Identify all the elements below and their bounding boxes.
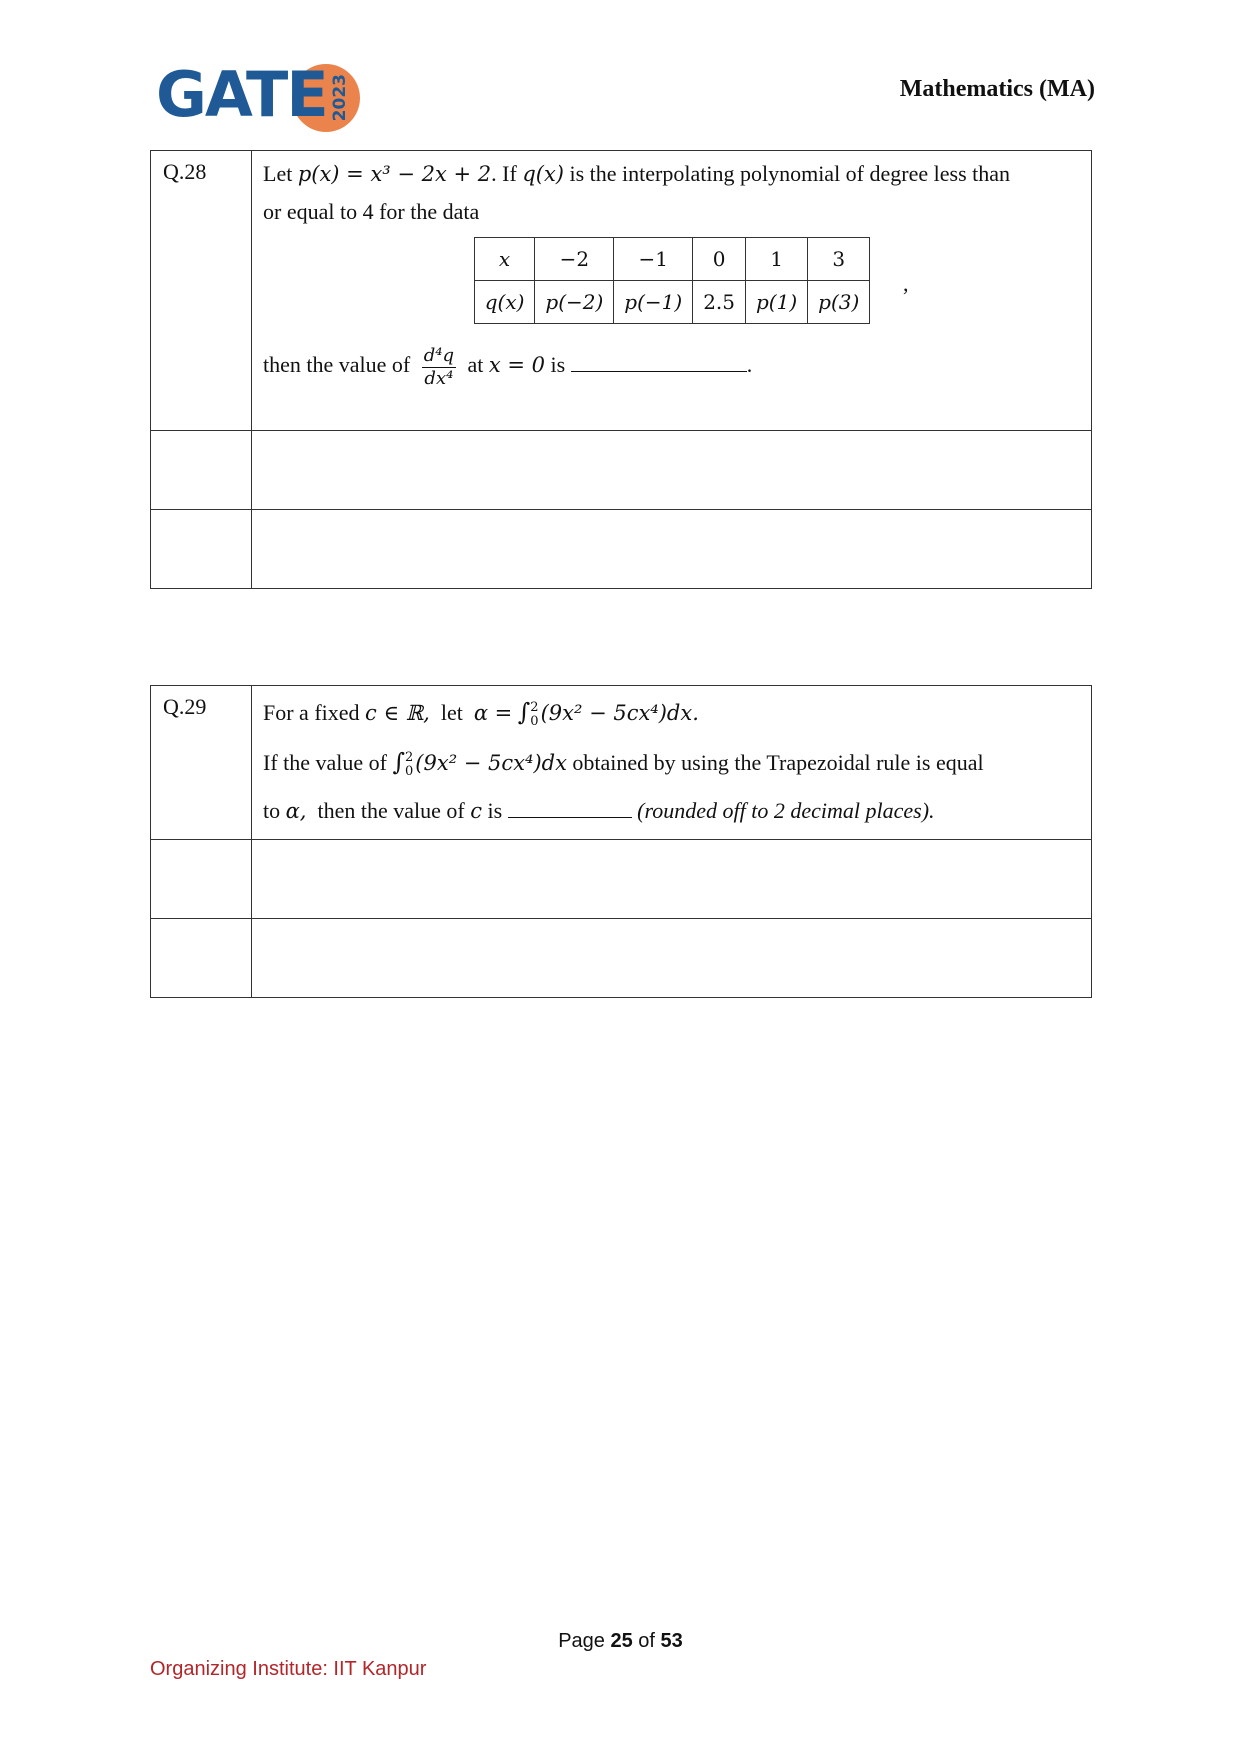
blank-cell bbox=[151, 431, 252, 510]
blank-cell bbox=[252, 431, 1092, 510]
logo-text: GATE bbox=[156, 58, 327, 131]
blank-cell bbox=[252, 919, 1092, 998]
integral-sign: ∫ bbox=[517, 698, 531, 726]
question-text: Let p(x) = x³ − 2x + 2. If q(x) is the interpolating polynomial of degree less than or equal to 4 for the data x −2 −1 0 1 3 q(x) p(−2) p(−1) 2.5 p(1) p(3) , then the value of $\frac{\text{d⁴q}}{\text{dx⁴}}$ at x = 0 is . bbox=[252, 151, 1092, 431]
question-number: Q.29 bbox=[151, 686, 252, 840]
question-29-table bbox=[150, 685, 1092, 998]
blank-cell bbox=[252, 840, 1092, 919]
answer-blank bbox=[571, 353, 747, 372]
blank-cell bbox=[252, 510, 1092, 589]
fourth-derivative-fraction: $\frac{\text{d⁴q}}{\text{dx⁴}}$ bbox=[423, 345, 454, 389]
p-definition: p(x) = x³ − 2x + 2 bbox=[297, 162, 492, 186]
question-number: Q.28 bbox=[151, 151, 252, 431]
paper-title: Mathematics (MA) bbox=[899, 76, 1095, 102]
question-text: For a fixed c ∈ ℝ, let α = ∫ 2 0 (9x² − 5cx⁴)dx. If the value of ∫ 2 0 (9x² − 5cx⁴)dx obtained by using the Trapezoidal rule is equal to α, then the value of c is (rounded off to 2 decimal places). bbox=[252, 686, 1092, 840]
interpolation-data-table: x −2 −1 0 1 3 q(x) p(−2) p(−1) 2.5 p(1) p(3) bbox=[474, 237, 871, 324]
organizing-institute: Organizing Institute: IIT Kanpur bbox=[150, 1658, 427, 1680]
answer-blank bbox=[508, 799, 632, 818]
blank-cell bbox=[151, 510, 252, 589]
blank-cell bbox=[151, 919, 252, 998]
blank-cell bbox=[151, 840, 252, 919]
logo-year: 2023 bbox=[330, 74, 350, 122]
gate-logo bbox=[156, 60, 366, 140]
question-28-table bbox=[150, 150, 1092, 589]
page-number: Page 25 of 53 bbox=[558, 1630, 683, 1652]
integral-sign: ∫ bbox=[392, 748, 406, 776]
